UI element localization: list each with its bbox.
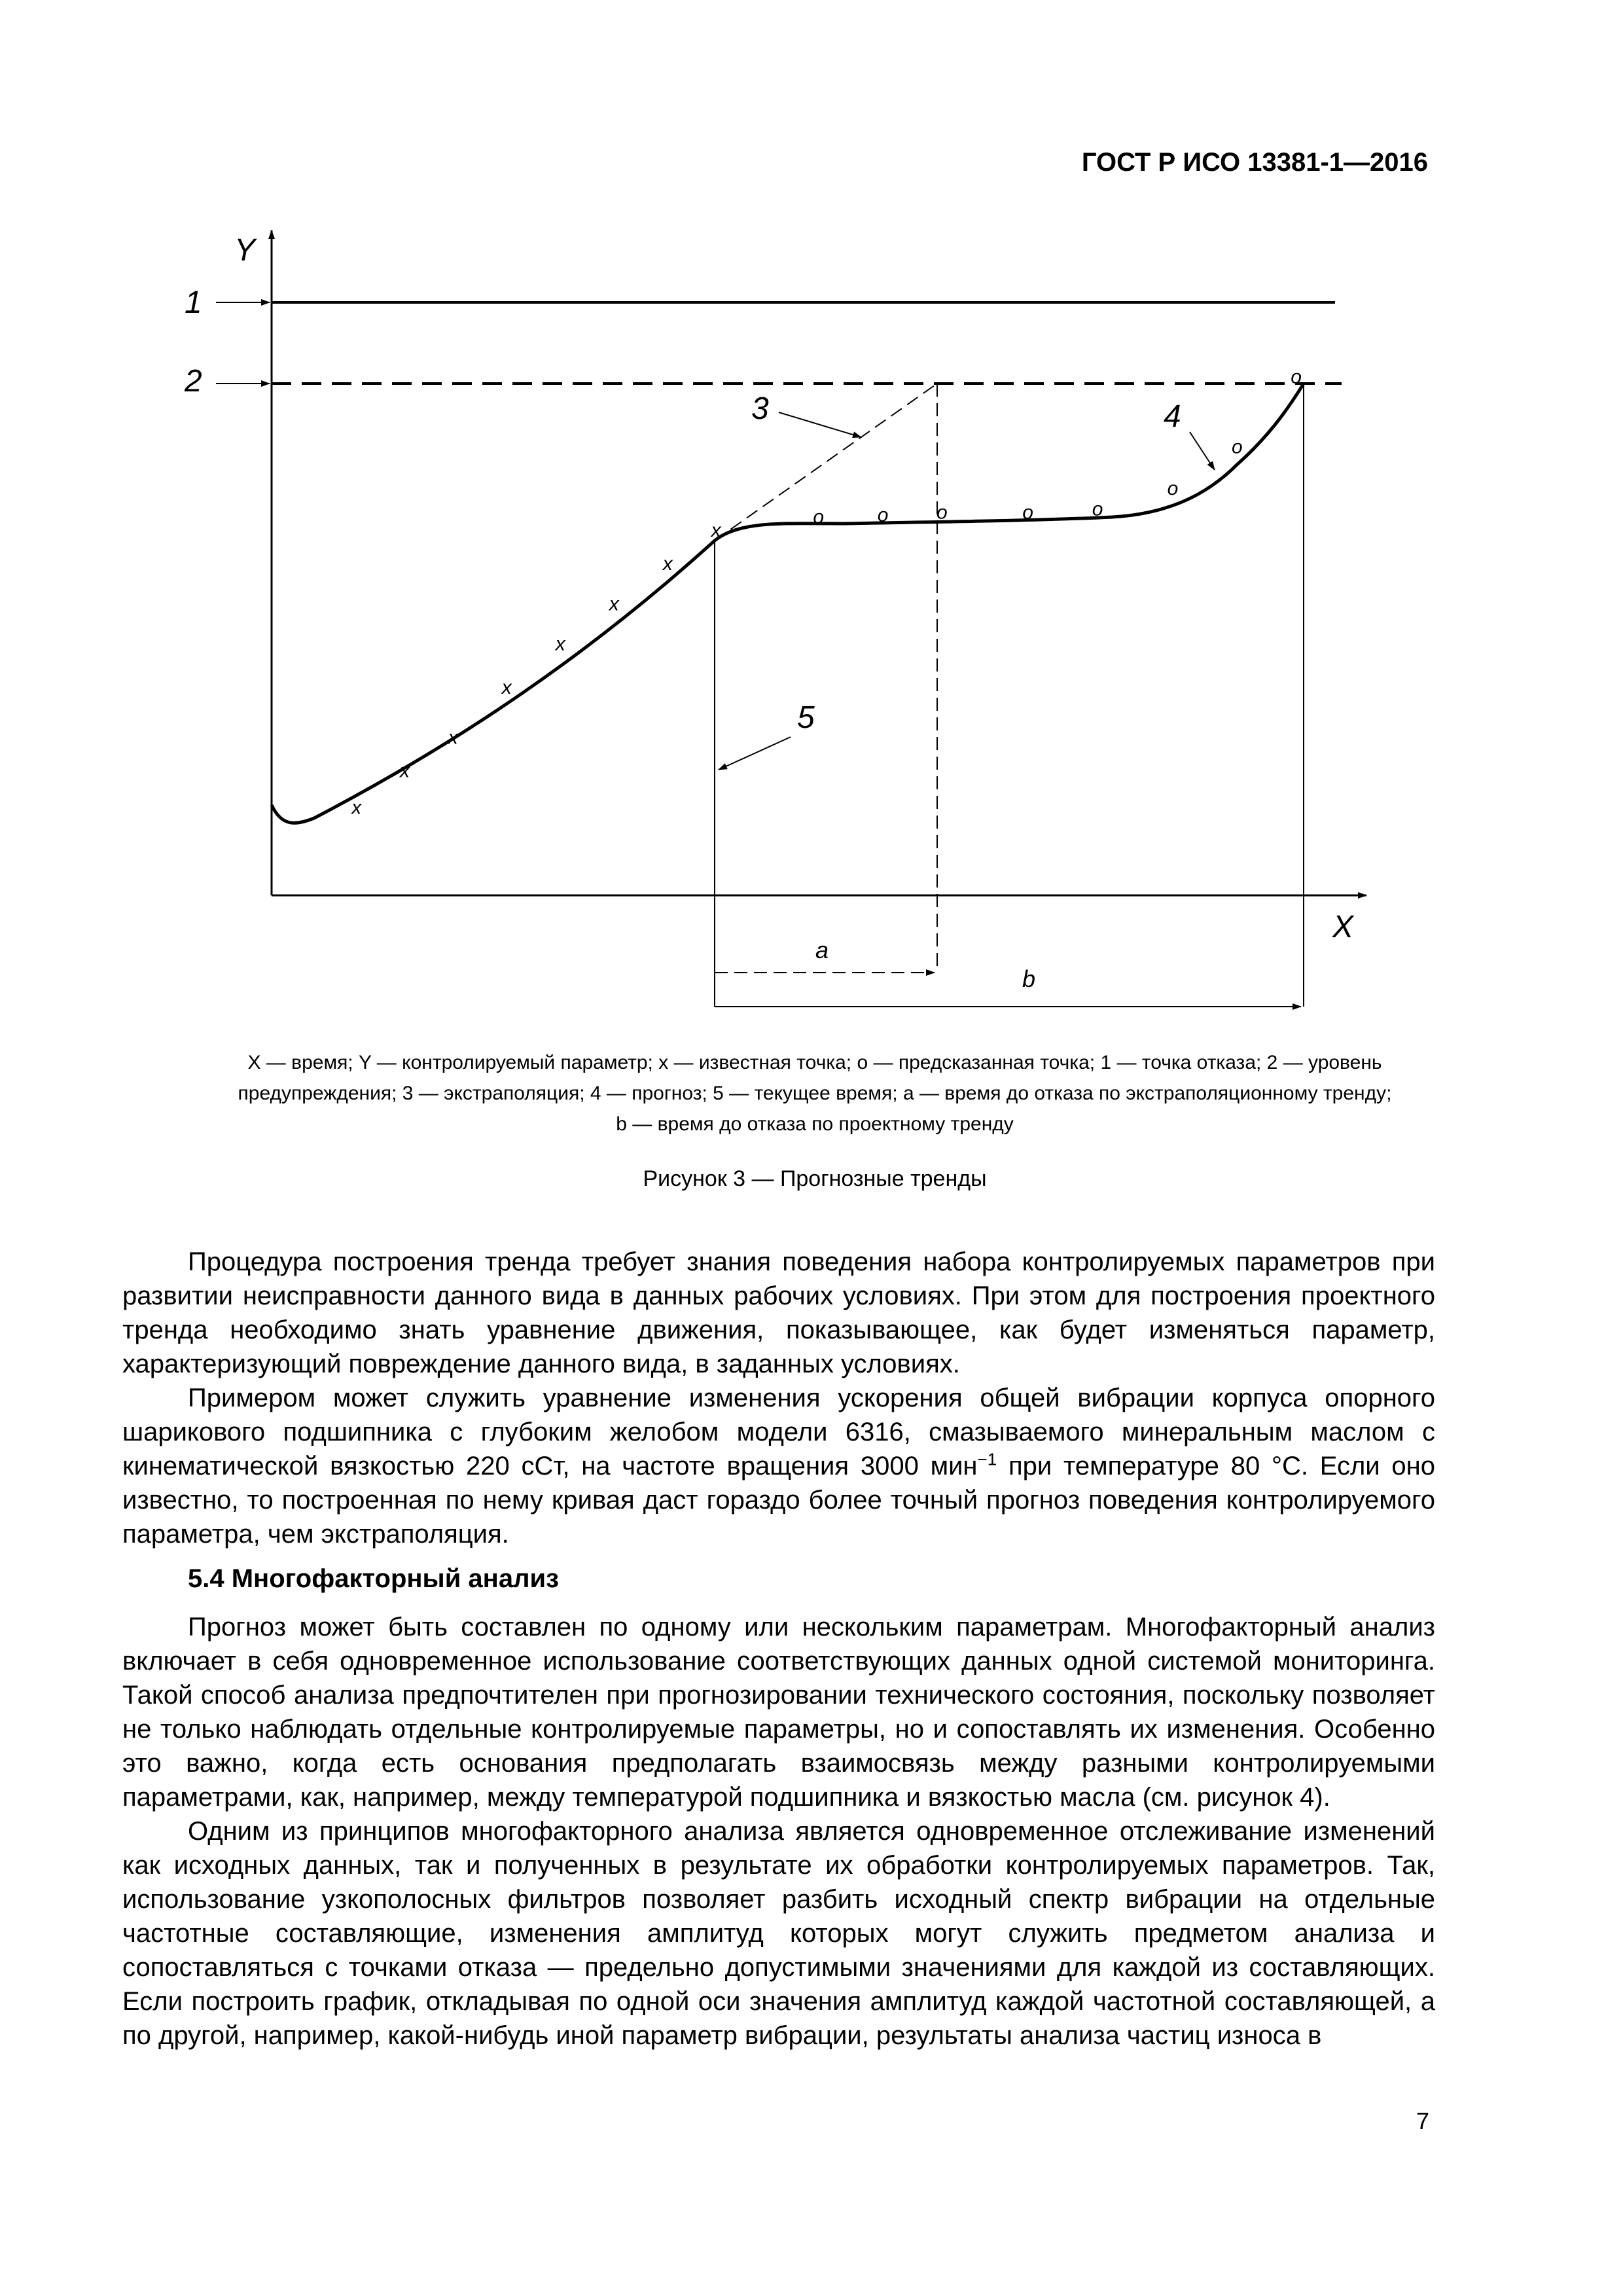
legend-line-2: предупреждения; 3 — экстраполяция; 4 — прогноз; 5 — текущее время; a — время до отказа по экстраполяционному тренду; (238, 1083, 1392, 1104)
predicted-point: o (1022, 501, 1033, 524)
callout-4-arrow (1190, 432, 1215, 470)
callout-5-arrow (719, 737, 791, 770)
body-text-2 (122, 1610, 1435, 2053)
dimension-a-label: a (815, 937, 829, 963)
extrapolation-line (715, 384, 937, 541)
callout-4: 4 (1164, 399, 1181, 434)
known-point: x (400, 760, 410, 782)
predicted-point: o (1092, 498, 1103, 520)
dimension-b-label: b (1022, 965, 1036, 992)
paragraph: Прогноз может быть составлен по одному или нескольким параметрам. Многофакторный анализ включает в себя одновременное использование соответствующих данных одной системой мониторинга. Такой способ анализа предпочтителен при прогнозировании технического состояния, поскольку позволяет не только наблюдать отдельные контролируемые параметры, но и сопоставлять их изменения. Особенно это важно, когда есть основания предполагать взаимосвязь между разными контролируемыми параметрами, как, например, между температурой подшипника и вязкостью масла (см. рисунок 4). (122, 1613, 1435, 1812)
callout-1: 1 (185, 285, 202, 320)
predicted-point: o (1291, 366, 1302, 388)
paragraph: Процедура построения тренда требует знания поведения набора контролируемых параметров при развитии неисправности данного вида в данных рабочих условиях. При этом для построения проектного тренда необходимо знать уравнение движения, показывающее, как будет изменяться параметр, характеризующий повреждение данного вида, в заданных условиях. (122, 1247, 1435, 1378)
figure-caption: Рисунок 3 — Прогнозные тренды (643, 1166, 987, 1191)
known-point: x (555, 633, 565, 655)
predicted-point: o (936, 501, 948, 524)
x-axis-label: X (1332, 910, 1354, 944)
known-point: x (501, 676, 512, 698)
paragraph (122, 1381, 1435, 1551)
section-title: 5.4 Многофакторный анализ (188, 1564, 559, 1593)
body-text-1 (122, 1245, 1435, 1551)
known-point: x (351, 797, 362, 819)
figure-legend (122, 1047, 1508, 1139)
paragraph-text: Примером может служить уравнение изменения ускорения общей вибрации корпуса опорного шарикового подшипника с глубоким желобом модели 6316, смазываемого минеральным маслом с кинематической вязкостью 220 сСт, на частоте вращения 3000 мин (122, 1384, 1435, 1480)
known-point: x (711, 520, 721, 542)
predicted-point: o (1167, 477, 1179, 499)
callout-2: 2 (185, 364, 202, 399)
page-number: 7 (1416, 2108, 1429, 2134)
predicted-point: o (1232, 436, 1243, 458)
superscript: −1 (977, 1449, 997, 1469)
paragraph: Одним из принципов многофакторного анализа является одновременное отслеживание изменений как исходных данных, так и полученных в результате их обработки контролируемых параметров. Так, использование узкополосных фильтров позволяет разбить исходный спектр вибрации на отдельные частотные составляющие, изменения амплитуд которых могут служить предметом анализа и сопоставляться с точками отказа — предельно допустимыми значениями для каждой из составляющих. Если построить график, откладывая по одной оси значения амплитуд каждой частотной составляющей, а по другой, например, какой-нибудь иной параметр вибрации, результаты анализа частиц износа в (122, 1817, 1435, 2050)
legend-line-1: X — время; Y — контролируемый параметр; x — известная точка; o — предсказанная точка; 1 — точка отказа; 2 — уровень (247, 1052, 1382, 1073)
paragraph-text: при температуре 80 °С. Если оно известно, то построенная по нему кривая даст гораздо более точный прогноз поведения контролируемого параметра, чем экстраполяция. (122, 1452, 1435, 1549)
callout-5: 5 (797, 700, 815, 735)
trend-curve (272, 384, 1304, 823)
known-point: x (448, 726, 458, 749)
known-point: x (609, 593, 619, 615)
trend-figure (0, 0, 1623, 1021)
callout-3: 3 (751, 391, 769, 426)
legend-line-3: b — время до отказа по проектному тренду (616, 1113, 1014, 1135)
callout-3-arrow (779, 412, 861, 437)
predicted-point: o (877, 504, 889, 526)
predicted-point: o (813, 506, 825, 528)
y-axis-label: Y (234, 233, 256, 268)
document-header: ГОСТ Р ИСО 13381-1—2016 (1081, 148, 1428, 177)
known-point: x (662, 553, 673, 575)
